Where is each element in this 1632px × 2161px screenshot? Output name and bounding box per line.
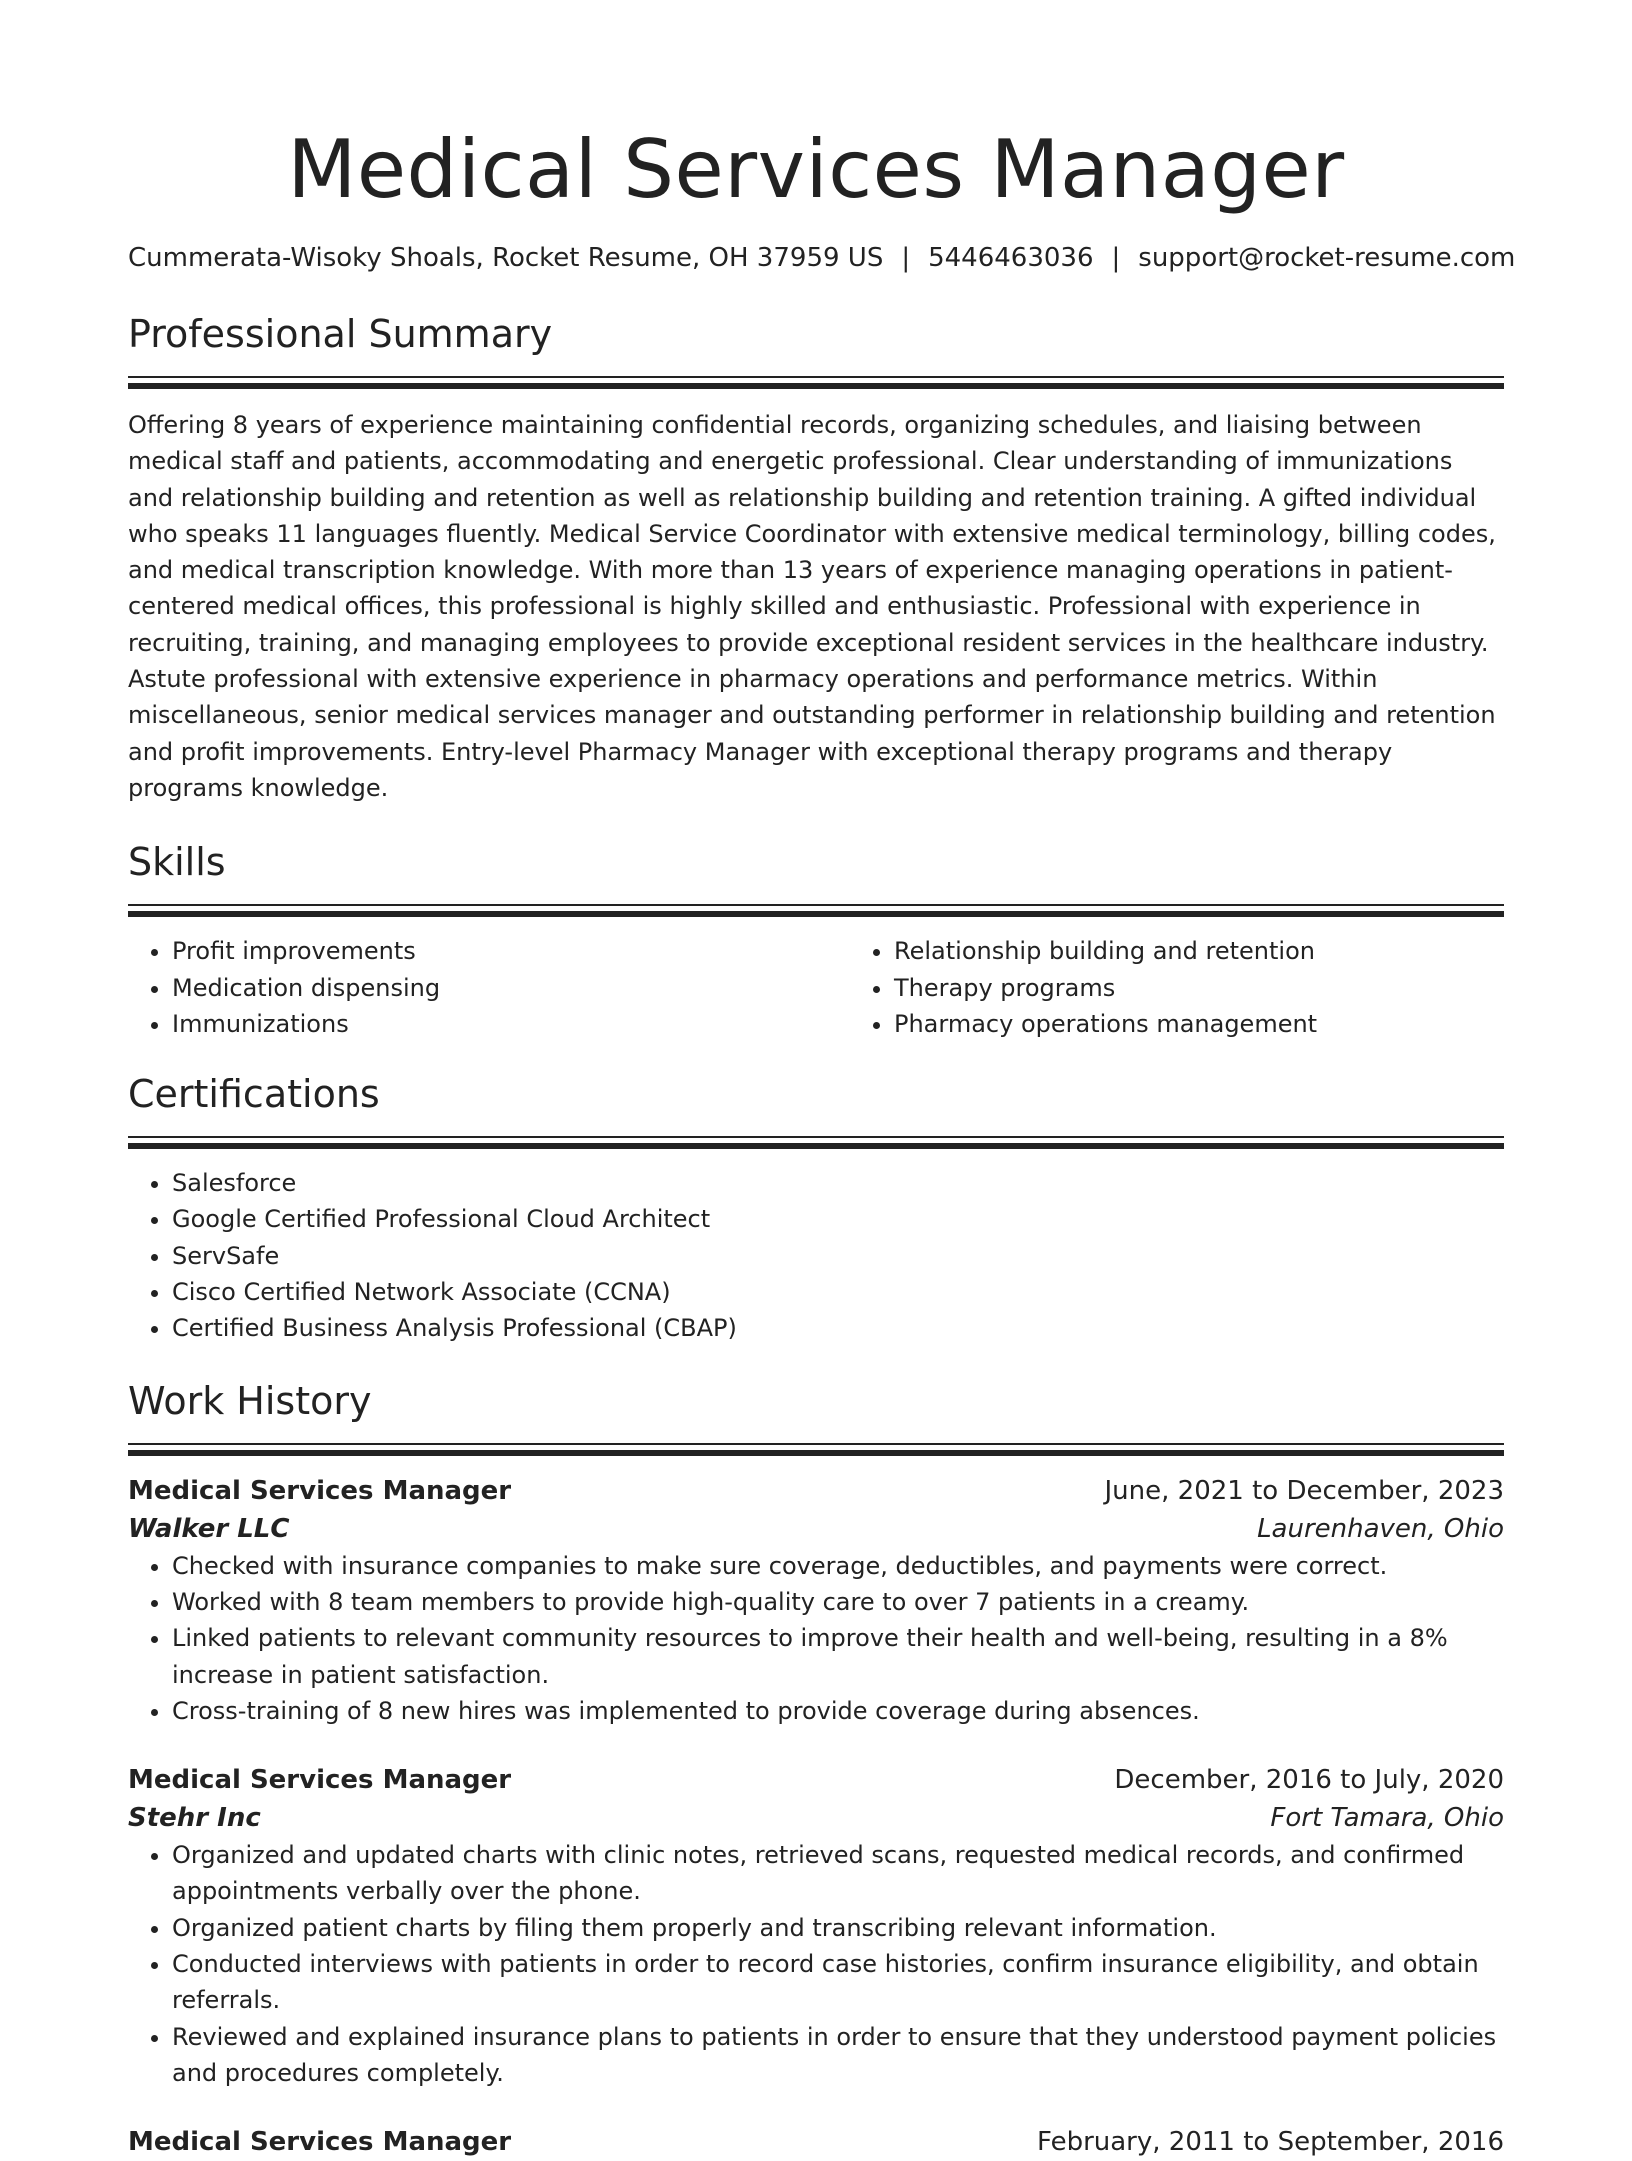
section-title-certifications: Certifications	[128, 1072, 380, 1117]
section-title-work-history: Work History	[128, 1378, 372, 1423]
contact-address: Cummerata-Wisoky Shoals, Rocket Resume, OH 37959 US	[128, 243, 884, 273]
job-location: Laurenhaven, Ohio	[1257, 1513, 1504, 1544]
job-bullet: • Organized and updated charts with clinic notes, retrieved scans, requested medical records, and confirmed appointments verbally over the phone.	[172, 1837, 1504, 1910]
job-entry	[128, 1472, 1504, 1729]
section-divider	[128, 376, 1504, 389]
job-title: Medical Services Manager	[128, 2127, 512, 2158]
certification-item: • Salesforce	[172, 1165, 1504, 1201]
job-bullet: • Reviewed and explained insurance plans to patients in order to ensure that they understood payment policies and procedures completely.	[172, 2019, 1504, 2092]
job-company: Stehr Inc	[128, 1803, 261, 1834]
job-title: Medical Services Manager	[128, 1765, 512, 1796]
contact-separator: |	[1111, 243, 1121, 273]
skill-item: • Medication dispensing	[172, 970, 850, 1006]
job-dates: June, 2021 to December, 2023	[1104, 1475, 1504, 1506]
job-entry	[128, 2123, 1504, 2161]
certification-item: • Cisco Certified Network Associate (CCNA)	[172, 1274, 1504, 1310]
summary-section	[128, 310, 1504, 806]
job-bullet: • Cross-training of 8 new hires was implemented to provide coverage during absences.	[172, 1693, 1504, 1729]
job-bullet: • Checked with insurance companies to make sure coverage, deductibles, and payments were correct.	[172, 1548, 1504, 1584]
job-bullets	[128, 1548, 1504, 1729]
section-title-skills: Skills	[128, 840, 226, 885]
skill-item: • Relationship building and retention	[894, 933, 1572, 969]
contact-separator: |	[901, 243, 911, 273]
certifications-list	[128, 1165, 1504, 1346]
job-bullet: • Conducted interviews with patients in order to record case histories, confirm insurance eligibility, and obtain referrals.	[172, 1946, 1504, 2019]
skill-item: • Profit improvements	[172, 933, 850, 969]
skill-item: • Therapy programs	[894, 970, 1572, 1006]
skill-item: • Pharmacy operations management	[894, 1006, 1572, 1042]
contact-phone: 5446463036	[928, 243, 1094, 273]
section-divider	[128, 1136, 1504, 1149]
summary-text: Offering 8 years of experience maintaining confidential records, organizing schedules, and liaising between medical staff and patients, accommodating and energetic professional. Clear understanding of immunizations and relationship building and retention as well as relationship building and retention training. A gifted individual who speaks 11 languages fluently. Medical Service Coordinator with extensive medical terminology, billing codes, and medical transcription knowledge. With more than 13 years of experience managing operations in patient-centered medical offices, this professional is highly skilled and enthusiastic. Professional with experience in recruiting, training, and managing employees to provide exceptional resident services in the healthcare industry. Astute professional with extensive experience in pharmacy operations and performance metrics. Within miscellaneous, senior medical services manager and outstanding performer in relationship building and retention and profit improvements. Entry-level Pharmacy Manager with exceptional therapy programs and therapy programs knowledge.	[128, 411, 1496, 802]
certification-item: • Certified Business Analysis Professional (CBAP)	[172, 1310, 1504, 1346]
contact-line	[128, 240, 1516, 276]
job-dates: December, 2016 to July, 2020	[1114, 1765, 1504, 1796]
job-bullet: • Linked patients to relevant community resources to improve their health and well-being, resulting in a 8% increase in patient satisfaction.	[172, 1620, 1504, 1693]
skills-list-left	[128, 933, 850, 1042]
certification-item: • ServSafe	[172, 1238, 1504, 1274]
work-history-section	[128, 1377, 1504, 2161]
section-title-summary: Professional Summary	[128, 312, 553, 356]
job-bullets	[128, 1837, 1504, 2091]
job-bullet: • Worked with 8 team members to provide high-quality care to over 7 patients in a creamy.	[172, 1584, 1504, 1620]
skills-list-right	[850, 933, 1572, 1042]
section-divider	[128, 1443, 1504, 1456]
resume-page	[128, 0, 1516, 2161]
job-bullet: • Organized patient charts by filing them properly and transcribing relevant information.	[172, 1910, 1504, 1946]
certification-item: • Google Certified Professional Cloud Architect	[172, 1201, 1504, 1237]
job-title: Medical Services Manager	[128, 1475, 512, 1506]
section-divider	[128, 904, 1504, 917]
skill-item: • Immunizations	[172, 1006, 850, 1042]
contact-email[interactable]: support@rocket-resume.com	[1138, 243, 1516, 273]
skills-section	[128, 838, 1504, 1042]
job-company: Walker LLC	[128, 1513, 290, 1544]
certifications-section	[128, 1070, 1504, 1346]
skills-grid	[128, 933, 1504, 1042]
candidate-name: Medical Services Manager	[287, 123, 1345, 216]
job-location: Fort Tamara, Ohio	[1270, 1803, 1504, 1834]
job-entry	[128, 1761, 1504, 2091]
job-dates: February, 2011 to September, 2016	[1037, 2127, 1504, 2158]
